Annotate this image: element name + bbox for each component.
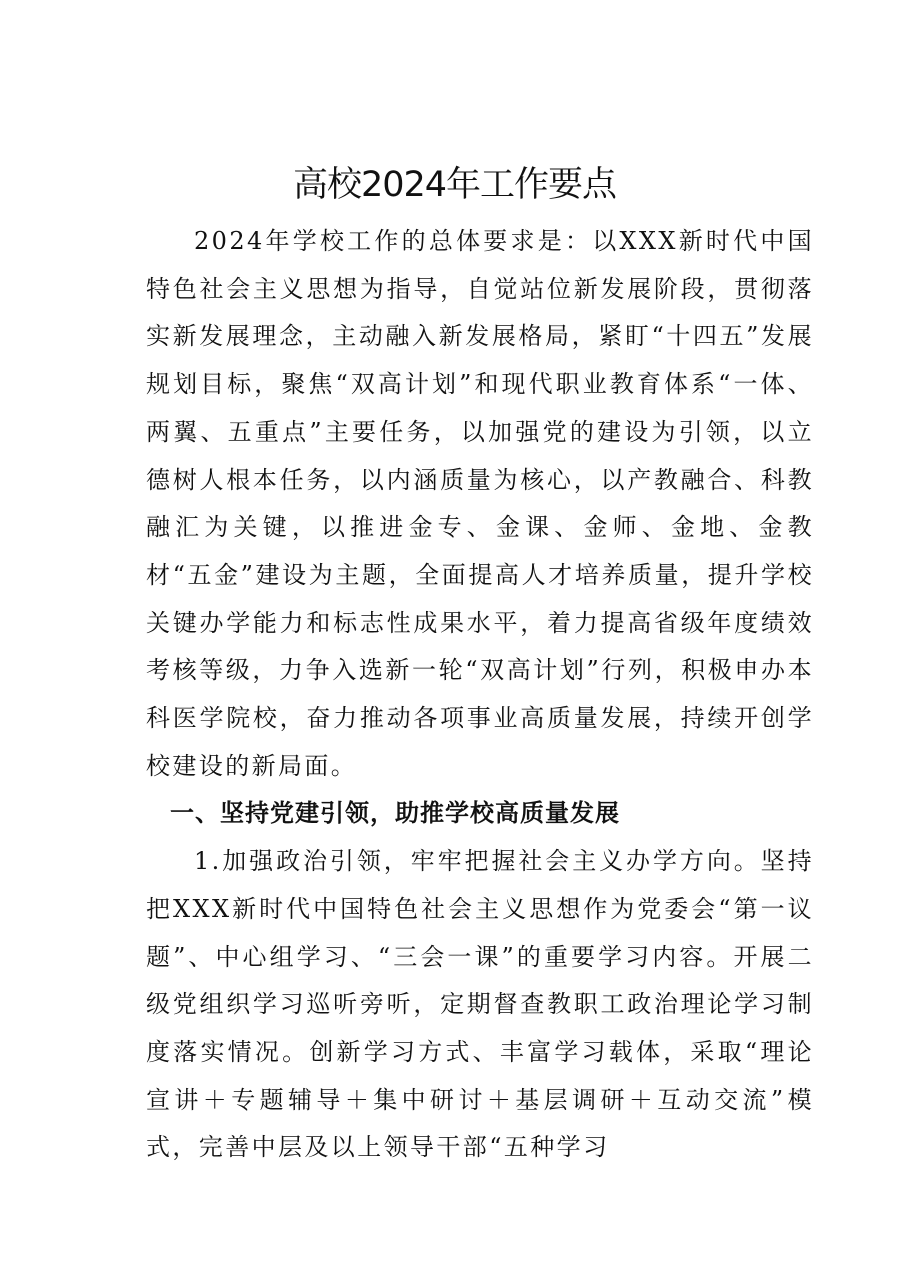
document-body <box>146 218 814 1172</box>
section-paragraph: 1.加强政治引领，牢牢把握社会主义办学方向。坚持把XXX新时代中国特色社会主义思想作为党委会“第一议题”、中心组学习、“三会一课”的重要学习内容。开展二级党组织学习巡听旁听，定期督查教职工政治理论学习制度落实情况。创新学习方式、丰富学习载体，采取“理论宣讲＋专题辅导＋集中研讨＋基层调研＋互动交流”模式，完善中层及以上领导干部“五种学习 <box>146 847 814 1162</box>
section-heading: 一、坚持党建引领，助推学校高质量发展 <box>170 799 620 828</box>
intro-paragraph: 2024年学校工作的总体要求是：以XXX新时代中国特色社会主义思想为指导，自觉站位新发展阶段，贯彻落实新发展理念，主动融入新发展格局，紧盯“十四五”发展规划目标，聚焦“双高计划”和现代职业教育体系“一体、两翼、五重点”主要任务，以加强党的建设为引领，以立德树人根本任务，以内涵质量为核心，以产教融合、科教融汇为关键，以推进金专、金课、金师、金地、金教材“五金”建设为主题，全面提高人才培养质量，提升学校关键办学能力和标志性成果水平，着力提高省级年度绩效考核等级，力争入选新一轮“双高计划”行列，积极申办本科医学院校，奋力推动各项事业高质量发展，持续开创学校建设的新局面。 <box>146 227 814 780</box>
document-title: 高校2024年工作要点 <box>292 165 617 205</box>
